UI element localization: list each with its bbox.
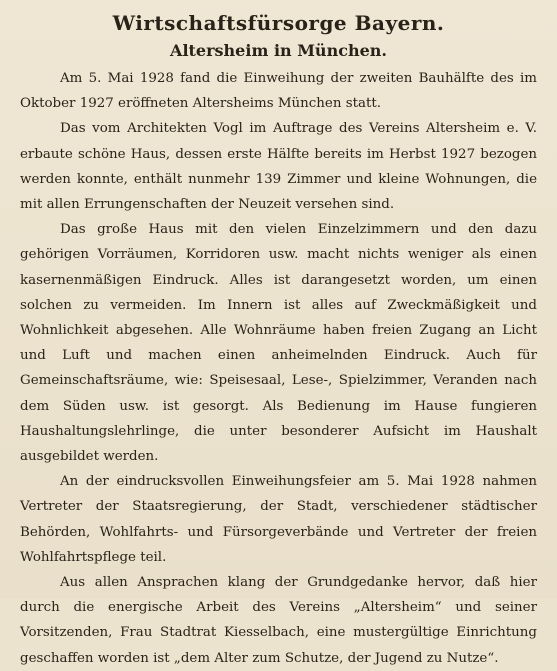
paragraph-4: An der eindrucksvollen Einweihungsfeier am 5. Mai 1928 nahmen Vertreter der Staatsregierung, der Stadt, verschiedener städtischer Behörden, Wohlfahrts- und Fürsorgeverbände und Vertreter der freien Wohlfahrtspflege teil.: [20, 474, 537, 565]
paragraph-5: Aus allen Ansprachen klang der Grundgedanke hervor, daß hier durch die energische Arbeit des Vereins „Altersheim“ und seiner Vorsitzenden, Frau Stadtrat Kiesselbach, eine mustergültige Einrichtung geschaffen worden ist „dem Alter zum Schutze, der Jugend zu Nutze“.: [20, 575, 537, 666]
paragraph-1: Am 5. Mai 1928 fand die Einweihung der zweiten Bauhälfte des im Oktober 1927 eröffneten Altersheims München statt.: [20, 71, 537, 112]
document-title: Wirtschaftsfürsorge Bayern.: [112, 11, 445, 35]
paragraph-2: Das vom Architekten Vogl im Auftrage des Vereins Altersheim e. V. erbaute schöne Haus, dessen erste Hälfte bereits im Herbst 1927 bezogen werden konnte, enthält nunmehr 139 Zimmer und kleine Wohnungen, die mit allen Errungenschaften der Neuzeit versehen sind.: [20, 121, 537, 213]
paragraph-3: Das große Haus mit den vielen Einzelzimmern und den dazu gehörigen Vorräumen, Korridoren usw. macht nichts weniger als einen kasernenmäßigen Eindruck. Alles ist darangesetzt worden, um einen solchen zu vermeiden. Im Innern ist alles auf Zweckmäßigkeit und Wohnlichkeit abgesehen. Alle Wohnräume haben freien Zugang an Licht und Luft und machen einen anheimelnden Eindruck. Auch für Gemeinschaftsräume, wie: Speisesaal, Lese-, Spielzimmer, Veranden nach dem Süden usw. ist gesorgt. Als Bedienung im Hause fungieren Haushaltungslehrlinge, die unter besonderer Aufsicht im Haushalt ausgebildet werden.: [20, 222, 537, 465]
article-body: [20, 66, 537, 671]
document-subtitle: Altersheim in München.: [170, 41, 387, 60]
